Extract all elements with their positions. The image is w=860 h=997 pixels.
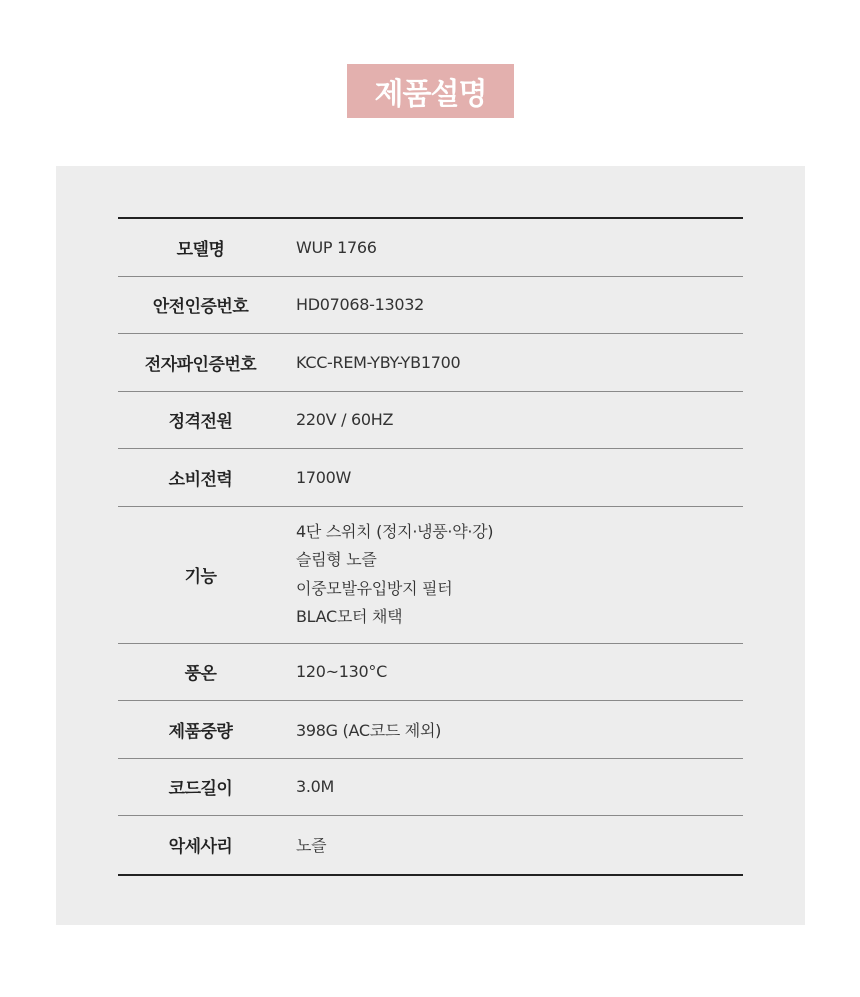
row-value: HD07068-13032 <box>296 295 425 315</box>
row-value: 3.0M <box>296 777 335 797</box>
page-title: 제품설명 <box>374 77 487 112</box>
row-label: 모델명 <box>176 239 225 260</box>
row-label: 제품중량 <box>168 721 233 742</box>
table-row-model <box>118 219 743 277</box>
row-value: WUP 1766 <box>296 237 377 257</box>
feature-line: 이중모발유입방지 필터 <box>296 578 453 598</box>
row-value: 120~130°C <box>296 662 387 682</box>
table-row-accessories <box>118 816 743 874</box>
row-value: 220V / 60HZ <box>296 410 394 430</box>
row-label: 전자파인증번호 <box>144 354 257 375</box>
table-row-power-consumption <box>118 449 743 507</box>
table-row-emc-cert <box>118 334 743 392</box>
table-row-rated-power <box>118 392 743 450</box>
row-value-list <box>283 518 493 632</box>
row-label: 코드길이 <box>168 779 233 800</box>
table-row-cord-length <box>118 759 743 817</box>
table-row-weight <box>118 701 743 759</box>
row-label: 기능 <box>184 567 217 587</box>
row-label: 정격전원 <box>168 412 233 433</box>
row-label: 안전인증번호 <box>152 297 249 318</box>
row-label: 소비전력 <box>168 469 233 490</box>
table-row-safety-cert <box>118 277 743 335</box>
spec-table <box>118 217 743 876</box>
feature-line: 4단 스위치 (정지·냉풍·약·강) <box>296 521 494 541</box>
title-badge <box>347 64 514 118</box>
row-value: 1700W <box>296 467 352 487</box>
feature-line: BLAC모터 채택 <box>296 607 403 626</box>
row-value: KCC-REM-YBY-YB1700 <box>296 352 461 372</box>
table-row-air-temp <box>118 644 743 702</box>
spec-panel <box>56 166 805 925</box>
row-value: 398G (AC코드 제외) <box>296 720 442 740</box>
row-value: 노즐 <box>296 836 327 856</box>
table-row-features <box>118 507 743 644</box>
row-label: 풍온 <box>184 664 217 685</box>
row-label: 악세사리 <box>168 837 233 858</box>
feature-line: 슬림형 노즐 <box>296 550 377 569</box>
